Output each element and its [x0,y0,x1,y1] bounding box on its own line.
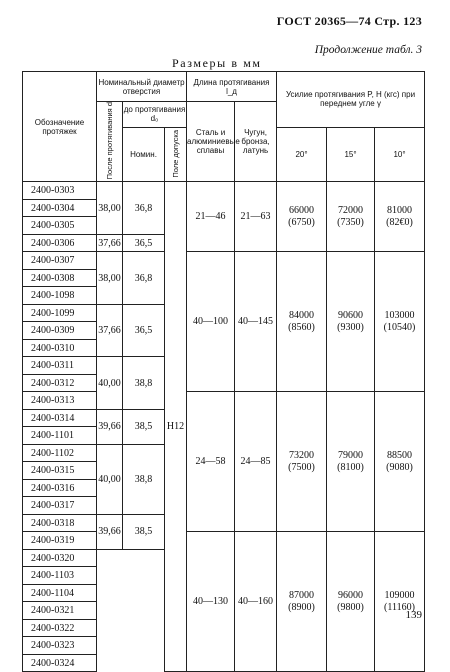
force-kgf: (82€0) [386,216,413,228]
force-kgf: (9300) [337,321,364,333]
after-diameter-cell: 40,00 [97,357,123,410]
force-newton: 96000 [338,589,364,601]
col-steel: Сталь и алюминиевые сплавы [187,102,235,182]
broach-table [22,71,425,672]
force-15-cell [327,392,375,532]
table-body [23,182,425,672]
designation-cell: 2400-1098 [23,287,97,305]
col-length: Длина протягивания l_д [187,72,277,102]
designation-cell: 2400-0323 [23,637,97,655]
designation-cell: 2400-0313 [23,392,97,410]
designation-cell: 2400-0310 [23,339,97,357]
col-angle-20: 20° [277,127,327,182]
designation-cell: 2400-1101 [23,427,97,445]
force-newton: 109000 [384,589,415,601]
tolerance-cell: H12 [165,182,187,672]
force-kgf: (10540) [383,321,416,333]
designation-cell: 2400-0319 [23,532,97,550]
designation-cell: 2400-1102 [23,444,97,462]
designation-cell: 2400-0316 [23,479,97,497]
length-steel-cell: 40—100 [187,252,235,392]
col-after-broaching-cell [97,102,123,182]
force-kgf: (7500) [288,461,315,473]
length-steel-cell: 21—46 [187,182,235,252]
designation-cell: 2400-0308 [23,269,97,287]
designation-cell: 2400-0311 [23,357,97,375]
designation-cell: 2400-0309 [23,322,97,340]
force-kgf: (7350) [337,216,364,228]
col-angle-10: 10° [375,127,425,182]
designation-cell: 2400-0303 [23,182,97,200]
force-newton: 103000 [384,309,415,321]
force-10-cell [375,392,425,532]
force-newton: 72000 [338,204,364,216]
table-continuation-caption: Продолжение табл. 3 [314,44,422,56]
force-newton: 79000 [338,449,364,461]
table-row [23,532,425,550]
force-kgf: (11160) [384,601,415,613]
force-10-cell [375,252,425,392]
force-newton: 73200 [289,449,315,461]
designation-cell: 2400-0321 [23,602,97,620]
force-newton: 87000 [289,589,315,601]
page-header: ГОСТ 20365—74 Стр. 123 [276,14,422,28]
designation-cell: 2400-1099 [23,304,97,322]
force-kgf: (9800) [337,601,364,613]
length-steel-cell: 40—130 [187,532,235,672]
length-iron-cell: 40—145 [235,252,277,392]
designation-cell: 2400-0306 [23,234,97,252]
force-20-cell [277,392,327,532]
force-kgf: (8560) [288,321,315,333]
after-diameter-cell: 39,66 [97,409,123,444]
table-row [23,392,425,410]
designation-cell: 2400-0315 [23,462,97,480]
before-diameter-cell: 38,5 [123,514,165,549]
after-diameter-cell: 37,66 [97,304,123,357]
before-diameter-cell: 38,8 [123,357,165,410]
force-15-cell [327,532,375,672]
before-diameter-cell: 36,5 [123,234,165,252]
force-10-cell [375,532,425,672]
designation-cell: 2400-0307 [23,252,97,270]
col-tolerance-cell [165,127,187,182]
before-diameter-cell: 38,8 [123,444,165,514]
designation-cell: 2400-0305 [23,217,97,235]
force-20-cell [277,532,327,672]
designation-cell: 2400-0322 [23,619,97,637]
force-15-cell [327,252,375,392]
designation-cell: 2400-0304 [23,199,97,217]
force-kgf: (8900) [288,601,315,613]
designation-cell: 2400-0312 [23,374,97,392]
force-newton: 66000 [289,204,315,216]
col-after-broaching: После протягивания d [104,102,114,180]
col-before-broaching: до протягивания d₀ [123,102,187,128]
force-newton: 88500 [387,449,413,461]
units-caption: Размеры в мм [172,56,262,70]
force-20-cell [277,182,327,252]
force-newton: 90600 [338,309,364,321]
col-iron: Чугун, бронза, латунь [235,102,277,182]
designation-cell: 2400-0314 [23,409,97,427]
col-designation: Обозначение протяжек [23,72,97,182]
designation-cell: 2400-0324 [23,654,97,672]
before-diameter-cell: 36,8 [123,252,165,305]
table-row [23,252,425,270]
before-diameter-cell: 36,8 [123,182,165,235]
force-kgf: (6750) [288,216,315,228]
force-newton: 81000 [387,204,413,216]
length-steel-cell: 24—58 [187,392,235,532]
force-20-cell [277,252,327,392]
length-iron-cell: 21—63 [235,182,277,252]
col-force: Усилие протягивания P, Н (кгс) при переднем угле γ [277,72,425,128]
length-iron-cell: 40—160 [235,532,277,672]
force-15-cell [327,182,375,252]
after-diameter-cell: 37,66 [97,234,123,252]
force-10-cell [375,182,425,252]
page-number: 139 [405,609,422,621]
designation-cell: 2400-0318 [23,514,97,532]
col-angle-15: 15° [327,127,375,182]
after-diameter-cell: 38,00 [97,252,123,305]
designation-cell: 2400-0317 [23,497,97,515]
designation-cell: 2400-1104 [23,584,97,602]
after-diameter-cell: 39,66 [97,514,123,549]
force-kgf: (8100) [337,461,364,473]
col-tolerance: Поле допуска [170,129,180,178]
designation-cell: 2400-1103 [23,567,97,585]
force-kgf: (9080) [386,461,413,473]
col-nominal: Номин. [123,127,165,182]
before-diameter-cell: 38,5 [123,409,165,444]
table-row [23,182,425,200]
col-nominal-diameter: Номинальный диаметр отверстия [97,72,187,102]
after-diameter-cell: 38,00 [97,182,123,235]
force-newton: 84000 [289,309,315,321]
table-header [23,72,425,182]
after-diameter-cell: 40,00 [97,444,123,514]
length-iron-cell: 24—85 [235,392,277,532]
before-diameter-cell: 36,5 [123,304,165,357]
designation-cell: 2400-0320 [23,549,97,567]
